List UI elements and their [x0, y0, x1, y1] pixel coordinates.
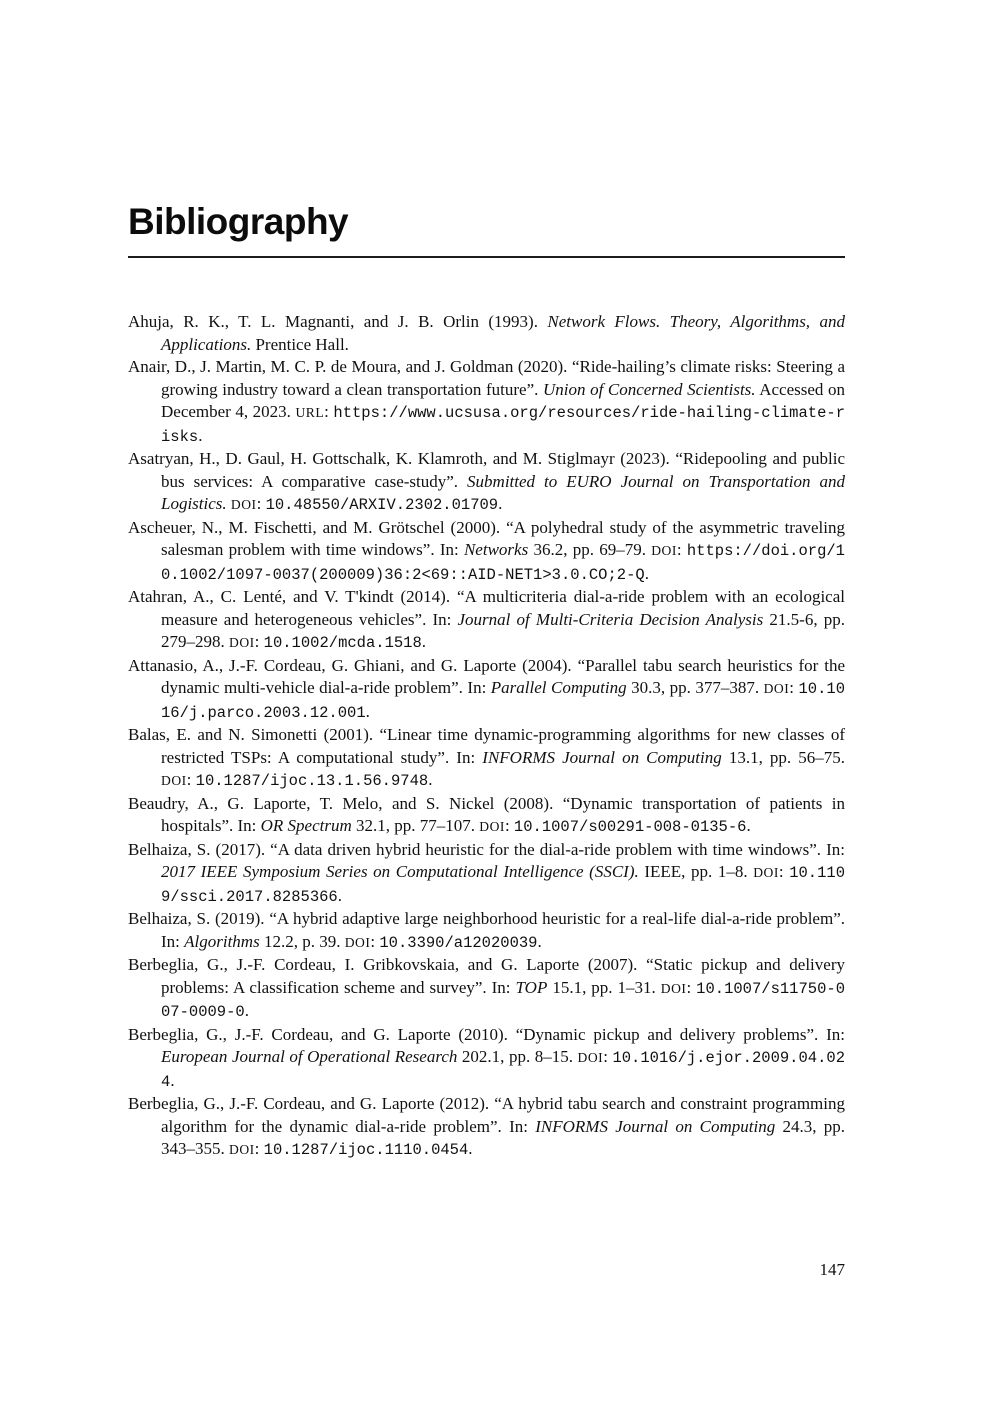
- bib-entry: [128, 1024, 845, 1094]
- bib-text: 32.1, pp. 77–107.: [351, 816, 480, 835]
- bib-entry: [128, 517, 845, 587]
- bib-identifier-text: https://www.ucsusa.org/resources/ride-hailing-climate-risks: [161, 404, 845, 446]
- heading-rule: [128, 256, 845, 258]
- bib-text: OR Spectrum: [260, 816, 352, 835]
- bib-text: .: [421, 632, 427, 651]
- bib-text: Submitted to EURO Journal on Transportation and Logistics.: [161, 471, 845, 513]
- bib-text: Accessed on December 4, 2023.: [161, 379, 845, 421]
- bib-text: European Journal of Operational Research: [161, 1047, 458, 1066]
- chapter-heading: Bibliography: [128, 201, 349, 242]
- bib-text: DOI: [479, 819, 505, 834]
- bib-text: 15.1, pp. 1–31.: [547, 977, 661, 997]
- bib-entry: [128, 839, 845, 909]
- bib-text: 2017 IEEE Symposium Series on Computational Intelligence (SSCI).: [161, 862, 639, 881]
- bib-text: Attanasio, A., J.-F. Cordeau, G. Ghiani, and G. Laporte (2004). “Parallel tabu search heuristics for the dynamic multi-vehicle dial-a-ride problem”. In:: [128, 655, 845, 697]
- bib-text: Journal of Multi-Criteria Decision Analysis: [457, 609, 764, 629]
- bib-identifier-text: 10.1109/ssci.2017.8285366: [161, 864, 845, 906]
- bib-text: :: [186, 770, 196, 789]
- bib-text: DOI: [753, 865, 779, 880]
- bib-text: DOI: [651, 543, 677, 558]
- bib-text: 36.2, pp. 69–79.: [528, 540, 652, 559]
- bib-text: 30.3, pp. 377–387.: [626, 678, 764, 697]
- bib-text: :: [603, 1047, 613, 1066]
- bib-text: Balas, E. and N. Simonetti (2001). “Linear time dynamic-programming algorithms for new classes of restricted TSPs: A computational study”. In:: [128, 725, 845, 767]
- bib-text: :: [676, 540, 687, 559]
- bib-text: :: [256, 494, 266, 513]
- bib-text: 12.2, p. 39.: [259, 931, 345, 951]
- bib-text: .: [428, 770, 433, 789]
- bib-identifier-text: 10.1287/ijoc.13.1.56.9748: [195, 772, 429, 790]
- bib-entry: [128, 311, 845, 356]
- bib-text: Union of Concerned Scientists.: [542, 379, 756, 399]
- bib-text: Network Flows. Theory, Algorithms, and Applications.: [161, 312, 845, 354]
- bib-text: Berbeglia, G., J.-F. Cordeau, and G. Laporte (2010). “Dynamic pickup and delivery problems”. In:: [128, 1024, 845, 1044]
- bib-text: Berbeglia, G., J.-F. Cordeau, and G. Laporte (2012). “A hybrid tabu search and constraint programming algorithm for the dynamic dial-a-ride problem”. In:: [128, 1094, 845, 1136]
- bib-entry: [128, 724, 845, 793]
- bib-text: Ascheuer, N., M. Fischetti, and M. Grötschel (2000). “A polyhedral study of the asymmetric traveling salesman problem with time windows”. In:: [128, 517, 845, 559]
- bib-text: :: [254, 1139, 264, 1158]
- bib-entry: [128, 586, 845, 655]
- bib-text: Ahuja, R. K., T. L. Magnanti, and J. B. Orlin (1993).: [128, 312, 548, 331]
- bib-text: Belhaiza, S. (2017). “A data driven hybrid heuristic for the dial-a-ride problem with time windows”. In:: [128, 839, 845, 859]
- bib-text: IEEE, pp. 1–8.: [638, 862, 754, 881]
- bib-text: .: [498, 494, 503, 513]
- bib-identifier-text: 10.1016/j.ejor.2009.04.024: [161, 1049, 845, 1091]
- bib-text: DOI: [229, 1142, 255, 1157]
- bib-identifier-text: 10.1007/s00291-008-0135-6: [513, 818, 747, 836]
- bib-text: .: [365, 701, 370, 721]
- bib-identifier-text: 10.1007/s11750-007-0009-0: [161, 979, 845, 1021]
- bib-text: .: [244, 1001, 249, 1020]
- bib-identifier-text: 10.1016/j.parco.2003.12.001: [161, 680, 845, 722]
- bib-entry: [128, 655, 845, 725]
- bib-text: Algorithms: [184, 931, 260, 951]
- bib-text: 21.5-6, pp. 279–298.: [161, 609, 845, 651]
- bib-entry: [128, 356, 845, 448]
- bib-text: .: [746, 816, 751, 835]
- bib-identifier-text: https://doi.org/10.1002/1097-0037(200009)36:2<69::AID-NET1>3.0.CO;2-Q: [161, 542, 845, 584]
- bib-identifier-text: 10.1002/mcda.1518: [263, 634, 422, 652]
- bibliography-list: [128, 311, 845, 1162]
- bib-text: DOI: [161, 773, 187, 788]
- bib-text: Prentice Hall.: [251, 334, 349, 354]
- bib-text: :: [370, 931, 380, 951]
- bib-text: Berbeglia, G., J.-F. Cordeau, I. Gribkovskaia, and G. Laporte (2007). “Static pickup and delivery problems: A classification scheme and survey”. In:: [128, 955, 845, 997]
- bib-text: 24.3, pp. 343–355.: [161, 1116, 846, 1158]
- bib-text: TOP: [515, 977, 548, 997]
- bib-entry: [128, 448, 845, 517]
- bib-text: :: [789, 678, 799, 697]
- page-number: 147: [819, 1260, 845, 1279]
- bib-text: .: [198, 425, 203, 445]
- bib-text: :: [686, 977, 697, 997]
- bib-text: URL: [295, 405, 325, 420]
- bib-text: .: [644, 563, 649, 583]
- bib-identifier-text: 10.1287/ijoc.1110.0454: [263, 1141, 469, 1159]
- bib-text: INFORMS Journal on Computing: [482, 747, 722, 767]
- bib-text: DOI: [229, 635, 255, 650]
- bib-text: Anair, D., J. Martin, M. C. P. de Moura, and J. Goldman (2020). “Ride-hailing’s climate risks: Steering a growing industry toward a clean transportation future”.: [128, 357, 845, 399]
- bib-text: DOI: [344, 934, 371, 950]
- bib-text: Beaudry, A., G. Laporte, T. Melo, and S. Nickel (2008). “Dynamic transportation of patients in hospitals”. In:: [128, 793, 845, 835]
- bib-text: Asatryan, H., D. Gaul, H. Gottschalk, K. Klamroth, and M. Stiglmayr (2023). “Ridepooling and public bus services: A comparative case-study”.: [128, 449, 845, 491]
- bib-text: DOI: [230, 497, 257, 512]
- bib-text: Belhaiza, S. (2019). “A hybrid adaptive large neighborhood heuristic for a real-life dial-a-ride problem”. In:: [128, 909, 845, 951]
- bib-text: DOI: [577, 1050, 604, 1065]
- bib-text: DOI: [660, 980, 687, 996]
- bib-text: 13.1, pp. 56–75.: [721, 747, 846, 767]
- bib-text: .: [537, 931, 542, 951]
- bib-text: Networks: [463, 540, 529, 559]
- bib-entry: [128, 793, 845, 839]
- bib-text: :: [254, 632, 264, 651]
- bib-text: .: [170, 1070, 175, 1090]
- bib-text: Parallel Computing: [490, 678, 627, 697]
- bib-text: .: [468, 1139, 473, 1158]
- bib-text: DOI: [763, 681, 790, 696]
- bib-entry: [128, 1093, 845, 1162]
- bib-entry: [128, 908, 845, 954]
- bib-text: .: [337, 885, 342, 905]
- bib-text: INFORMS Journal on Computing: [535, 1116, 776, 1136]
- bib-text: :: [324, 402, 334, 421]
- bib-entry: [128, 954, 845, 1024]
- bib-text: 202.1, pp. 8–15.: [457, 1047, 578, 1066]
- bib-text: :: [504, 816, 514, 835]
- bib-text: :: [778, 862, 790, 881]
- bib-text: Atahran, A., C. Lenté, and V. T'kindt (2014). “A multicriteria dial-a-ride problem with an ecological measure and heterogeneous vehicles”. In:: [128, 587, 845, 629]
- bib-identifier-text: 10.48550/ARXIV.2302.01709: [265, 496, 499, 514]
- bib-identifier-text: 10.3390/a12020039: [379, 933, 538, 952]
